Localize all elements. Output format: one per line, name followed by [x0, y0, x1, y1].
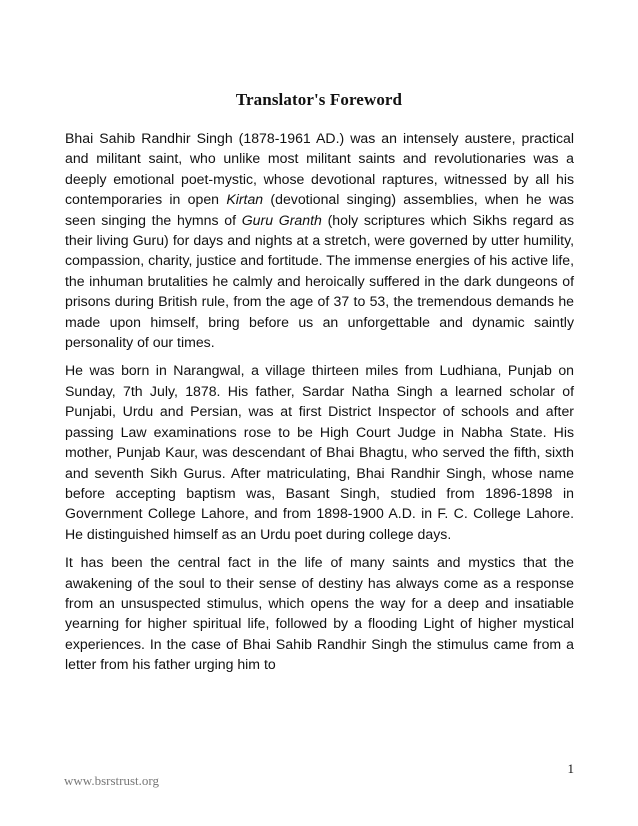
- page-title: Translator's Foreword: [235, 90, 403, 109]
- italic-term: Kirtan: [226, 191, 264, 208]
- text-segment: (devotional singing) assemblies, when he was seen singing the hymns of: [65, 191, 574, 228]
- text-segment: He was born in Narangwal, a village thirteen miles from Ludhiana, Punjab on Sunday, 7th July, 1878. His father, Sardar Natha Singh a learned scholar of Punjabi, Urdu and Persian, was at first District Inspector of schools and after passing Law examinations rose to be High Court Judge in Nabha State. His mother, Punjab Kaur, was descendant of Bhai Bhagtu, who served the fifth, sixth and seventh Sikh Gurus. After matriculating, Bhai Randhir Singh, whose name before accepting baptism was, Basant Singh, studied from 1896-1898 in Government College Lahore, and from 1898-1900 A.D. in F. C. College Lahore. He distinguished himself as an Urdu poet during college days.: [65, 362, 574, 542]
- text-segment: Bhai Sahib Randhir Singh (1878-1961 AD.) was an intensely austere, practical and militant saint, who unlike most militant saints and revolutionaries was a deeply emotional poet-mystic, whose devotional raptures, witnessed by all his contemporaries in open: [65, 130, 574, 208]
- text-segment: (holy scriptures which Sikhs regard as their living Guru) for days and nights at a stretch, were governed by utter humility, compassion, charity, justice and fortitude. The immense energies of his active life, the inhuman brutalities he calmly and heroically suffered in the dark dungeons of prisons during British rule, from the age of 37 to 53, the tremendous demands he made upon himself, bring before us an unforgettable and dynamic saintly personality of our times.: [65, 211, 574, 351]
- body-text: [65, 128, 574, 683]
- text-segment: It has been the central fact in the life of many saints and mystics that the awakening of the soul to their sense of destiny has always come as a response from an unsuspected stimulus, which opens the way for a deep and insatiable yearning for higher spiritual life, followed by a flooding Light of higher mystical experiences. In the case of Bhai Sahib Randhir Singh the stimulus came from a letter from his father urging him to: [65, 554, 574, 673]
- italic-term: Guru Granth: [241, 211, 322, 228]
- footer-url: www.bsrstrust.org: [64, 773, 159, 788]
- paragraph: [65, 360, 574, 544]
- paragraph: [65, 552, 574, 674]
- paragraph: [65, 128, 574, 352]
- page-number: 1: [567, 761, 574, 776]
